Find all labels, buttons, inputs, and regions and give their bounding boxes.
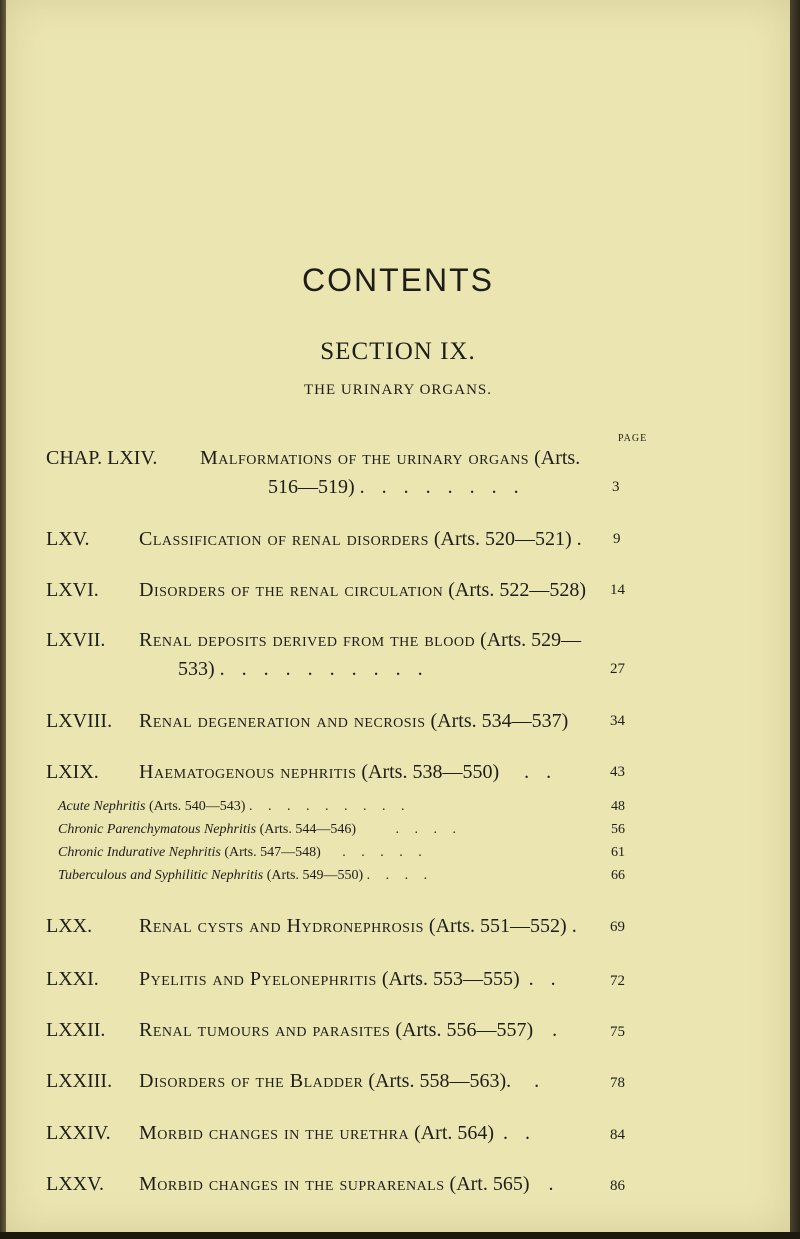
- chapter-title: Renal cysts and Hydronephrosis: [139, 915, 424, 937]
- page-number: 72: [610, 973, 625, 989]
- page-number: 48: [611, 799, 625, 814]
- chapter-number: LXVIII.: [46, 710, 113, 732]
- page-column-label: PAGE: [618, 433, 648, 444]
- subentry-articles: (Arts. 544—546): [259, 822, 356, 837]
- subentry-title: Tuberculous and Syphilitic Nephritis: [58, 868, 264, 883]
- chapter-articles: (Art. 564): [414, 1122, 495, 1144]
- chapter-number: LXVI.: [46, 579, 99, 601]
- chapter-title: Haematogenous nephritis: [139, 761, 357, 783]
- chapter-articles: (Arts. 558—563).: [368, 1070, 512, 1092]
- chapter-articles: (Arts. 534—537): [430, 710, 569, 732]
- page-number: 75: [610, 1024, 625, 1040]
- chapter-title: Classification of renal disorders: [139, 528, 429, 550]
- leader-dots: . .: [528, 968, 562, 990]
- chapter-articles: (Arts.: [534, 447, 581, 469]
- chapter-number: LXIX.: [46, 761, 99, 783]
- page-number: 61: [611, 845, 625, 860]
- subentry-title: Chronic Parenchymatous Nephritis: [58, 822, 257, 837]
- subentry-title: Acute Nephritis: [58, 799, 146, 814]
- leader-dots: . . . . . . . . .: [248, 799, 411, 814]
- chapter-title: Pyelitis and Pyelonephritis: [139, 968, 377, 990]
- chapter-articles: (Arts. 556—557): [395, 1019, 534, 1041]
- chapter-title: Renal degeneration and necrosis: [139, 710, 426, 732]
- chapter-title: Malformations of the urinary organs: [200, 447, 530, 469]
- chapter-title: Renal deposits derived from the blood: [139, 629, 476, 651]
- leader-dots: .: [571, 915, 583, 937]
- page-number: 27: [610, 661, 625, 677]
- chapter-title: Disorders of the renal circulation: [139, 579, 444, 601]
- leader-dots: . .: [524, 761, 558, 783]
- chapter-number: LXXIV.: [46, 1122, 111, 1144]
- leader-dots: . . . .: [366, 868, 434, 883]
- page-bottom-edge: [0, 1232, 800, 1239]
- page-number: 14: [610, 582, 625, 598]
- page-edge-shadow: [790, 0, 800, 1239]
- chapter-number: LXX.: [46, 915, 93, 937]
- page-number: 9: [613, 531, 621, 547]
- chapter-articles: (Arts. 553—555): [381, 968, 520, 990]
- leader-dots: . . . . . . . . . .: [219, 658, 429, 680]
- chapter-number: LXXI.: [46, 968, 99, 990]
- chapter-number: CHAP. LXIV.: [46, 447, 158, 469]
- leader-dots: .: [548, 1173, 560, 1195]
- leader-dots: . . . . . . . .: [359, 476, 525, 498]
- page-number: 69: [610, 919, 625, 935]
- chapter-articles: (Arts. 522—528): [448, 579, 586, 601]
- subentry-title: Chronic Indurative Nephritis: [58, 845, 221, 860]
- chapter-articles: (Arts. 551—552): [428, 915, 567, 937]
- leader-dots: . . . .: [395, 822, 462, 837]
- leader-dots: . .: [503, 1122, 537, 1144]
- page-number: 84: [610, 1127, 625, 1143]
- subentry-articles: (Arts. 547—548): [224, 845, 321, 860]
- chapter-number: LXXIII.: [46, 1070, 113, 1092]
- page-number: 34: [610, 713, 625, 729]
- subentry-articles: (Arts. 549—550): [266, 868, 364, 883]
- chapter-title: Renal tumours and parasites: [139, 1019, 391, 1041]
- leader-dots: . . . . .: [342, 845, 428, 860]
- page-number: 43: [610, 764, 625, 780]
- book-page: [6, 0, 790, 1232]
- page-number: 56: [611, 822, 625, 837]
- page-number: 66: [611, 868, 625, 883]
- chapter-number: LXVII.: [46, 629, 106, 651]
- chapter-title: Morbid changes in the suprarenals: [139, 1173, 445, 1195]
- leader-dots: .: [552, 1019, 564, 1041]
- chapter-articles-cont: 533): [178, 658, 215, 680]
- page-number: 3: [612, 479, 620, 495]
- chapter-articles-cont: 516—519): [268, 476, 355, 498]
- leader-dots: .: [534, 1070, 546, 1092]
- chapter-articles: (Arts. 538—550): [361, 761, 500, 783]
- chapter-number: LXV.: [46, 528, 90, 550]
- page-number: 86: [610, 1178, 625, 1194]
- subentry-articles: (Arts. 540—543): [149, 799, 246, 814]
- page-number: 78: [610, 1075, 625, 1091]
- contents-heading: CONTENTS: [302, 262, 494, 298]
- section-heading: SECTION IX.: [320, 338, 476, 365]
- chapter-title: Morbid changes in the urethra: [139, 1122, 410, 1144]
- chapter-title: Disorders of the Bladder: [139, 1070, 364, 1092]
- section-subtitle: THE URINARY ORGANS.: [303, 382, 493, 398]
- chapter-number: LXXII.: [46, 1019, 106, 1041]
- chapter-articles: (Art. 565): [449, 1173, 530, 1195]
- chapter-articles: (Arts. 529—: [480, 629, 582, 651]
- leader-dots: .: [576, 528, 588, 550]
- chapter-number: LXXV.: [46, 1173, 104, 1195]
- chapter-articles: (Arts. 520—521): [433, 528, 572, 550]
